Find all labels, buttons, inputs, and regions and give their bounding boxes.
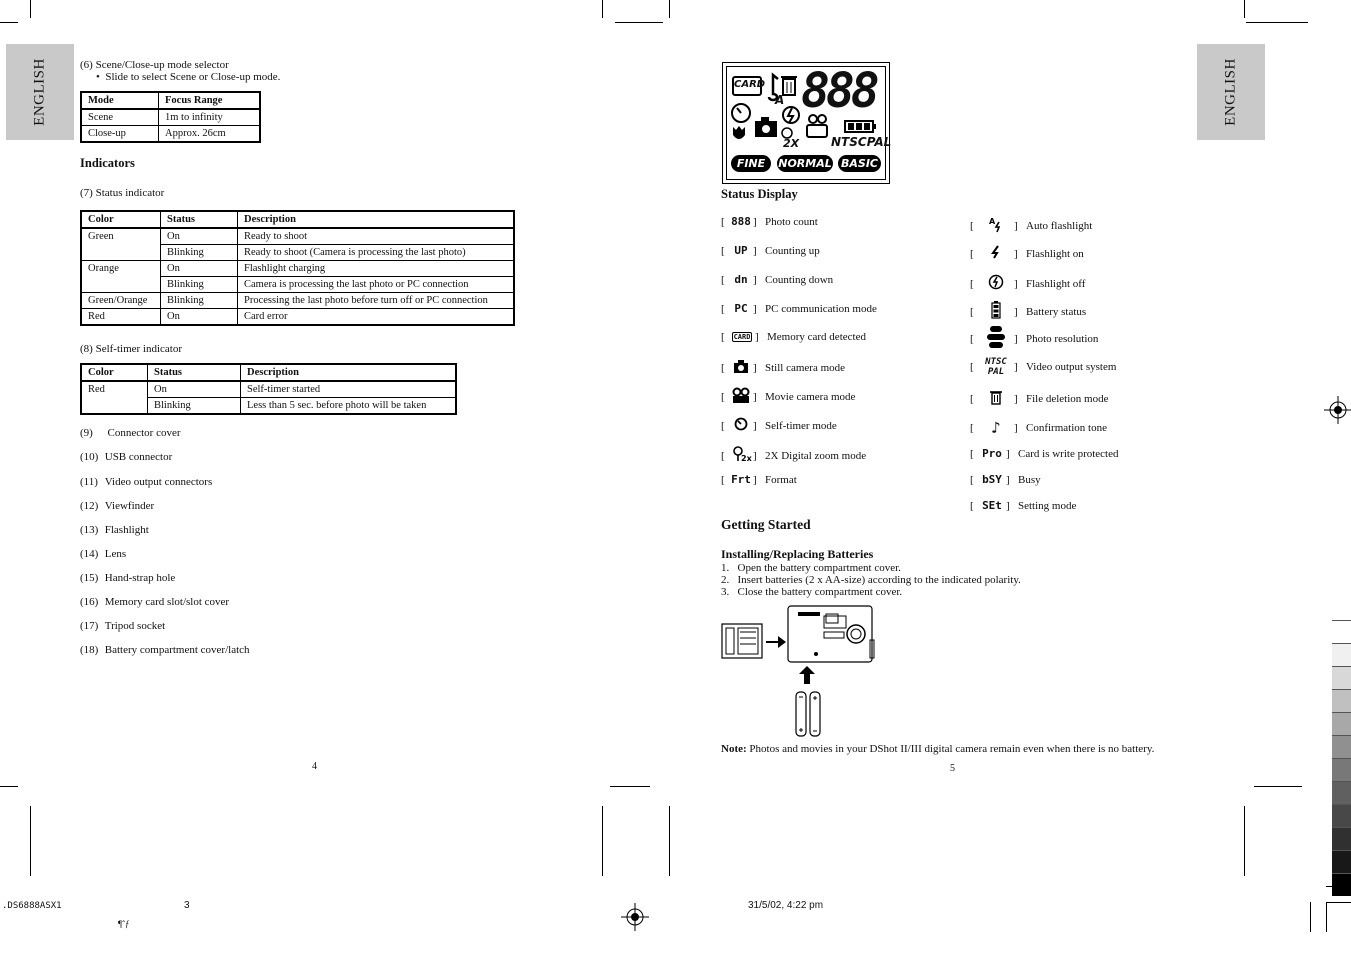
self-timer-table: Color Status Description Red On Self-timer started Blinking Less than 5 sec. before photo will be taken <box>80 363 457 415</box>
busy-icon: bSY <box>982 473 1002 486</box>
battery-installation-illustration <box>720 602 880 740</box>
crop-mark <box>602 0 603 18</box>
crop-mark <box>1244 0 1245 18</box>
flash-on-icon <box>984 245 1008 262</box>
status-item: [ ] Battery status <box>970 301 1086 322</box>
list-item: (11) Video output connectors <box>80 476 213 488</box>
list-item: (12) Viewfinder <box>80 500 155 512</box>
status-item: [ dn ] Counting down <box>721 273 834 286</box>
battery-steps <box>721 562 1021 598</box>
list-item: (16) Memory card slot/slot cover <box>80 596 230 608</box>
lcd-card-label: CARD <box>734 79 766 90</box>
crop-mark <box>1310 902 1311 932</box>
status-item: [ ] Flashlight on <box>970 245 1084 262</box>
battery-icon <box>984 301 1008 322</box>
svg-text:A: A <box>989 217 996 226</box>
format-icon: Frt <box>731 473 751 486</box>
table-row: Green/Orange Blinking Processing the last photo before turn off or PC connection <box>81 293 514 309</box>
resolution-icon <box>984 326 1008 351</box>
status-item: [ Pro ] Card is write protected <box>970 447 1119 460</box>
status-item: [ 2x ] 2X Digital zoom mode <box>721 446 866 465</box>
status-item: [ 888 ] Photo count <box>721 215 818 228</box>
stray-glyphs: ¶ˆƒ <box>118 919 130 929</box>
registration-mark-icon <box>1324 396 1351 424</box>
list-item: 2. Insert batteries (2 x AA-size) according to the indicated polarity. <box>721 574 1021 586</box>
status-item: [ ] Movie camera mode <box>721 388 855 406</box>
counting-up-icon: UP <box>734 244 748 257</box>
table-row: Blinking Camera is processing the last photo or PC connection <box>81 277 514 293</box>
page-number: 4 <box>312 761 317 772</box>
music-note-icon: ♪ <box>991 418 1001 437</box>
language-tab: ENGLISH <box>1197 44 1265 140</box>
crop-mark <box>615 22 663 23</box>
list-item: (10) USB connector <box>80 451 173 463</box>
auto-flash-icon <box>984 216 1008 235</box>
table-row: Green On Ready to shoot <box>81 228 514 245</box>
table-row: Red On Self-timer started <box>81 381 456 398</box>
list-item: (14) Lens <box>80 548 127 560</box>
write-protect-icon: Pro <box>982 447 1002 460</box>
lcd-digits: 888 <box>801 63 876 119</box>
pc-mode-icon: PC <box>734 302 748 315</box>
setting-icon: SEt <box>982 499 1002 512</box>
list-item: (9) Connector cover <box>80 427 181 439</box>
list-item: (15) Hand-strap hole <box>80 572 176 584</box>
scene-bullet: • Slide to select Scene or Close-up mode. <box>96 71 281 83</box>
crop-mark <box>30 0 31 18</box>
counting-down-icon: dn <box>734 273 748 286</box>
lcd-video-system: NTSCPAL <box>831 135 892 149</box>
status-item: [ ] Photo resolution <box>970 326 1098 351</box>
crop-mark <box>610 786 650 787</box>
status-indicator-heading: (7) Status indicator <box>80 187 165 199</box>
table-row: Blinking Ready to shoot (Camera is processing the last photo) <box>81 245 514 261</box>
memory-card-icon: CARD <box>733 333 751 341</box>
sheet-number: 3 <box>184 900 190 911</box>
crop-mark <box>0 22 18 23</box>
self-timer-heading: (8) Self-timer indicator <box>80 343 183 355</box>
crop-mark <box>669 0 670 18</box>
scene-heading: (6) Scene/Close-up mode selector <box>80 59 229 71</box>
table-row: Red On Card error <box>81 309 514 326</box>
status-display-heading: Status Display <box>721 187 798 201</box>
table-row: Blinking Less than 5 sec. before photo will be taken <box>81 398 456 415</box>
status-item: [ A ] Auto flashlight <box>970 216 1092 235</box>
status-indicator-table: Color Status Description Green On Ready to shoot Blinking Ready to shoot (Camera is processing the last photo) Orange On Flashlight charging Blinking Camera is processing the last photo or PC connection Green/Orange Blinking Processing the last photo before turn off or PC connection Red On Card error <box>80 210 515 326</box>
lcd-fine-pill: FINE <box>731 155 771 172</box>
crop-mark <box>669 806 670 876</box>
status-item: [ ♪ ] Confirmation tone <box>970 418 1107 437</box>
table-row: Orange On Flashlight charging <box>81 261 514 277</box>
registration-mark-icon <box>621 903 649 931</box>
status-item: [ ] Self-timer mode <box>721 417 837 434</box>
lcd-panel-illustration <box>722 62 890 184</box>
status-item: [ NTSC PAL ] Video output system <box>970 357 1117 377</box>
battery-note: Note: Photos and movies in your DShot II/III digital camera remain even when there is no battery. <box>721 743 1155 755</box>
list-item: 3. Close the battery compartment cover. <box>721 586 903 598</box>
status-item: [ UP ] Counting up <box>721 244 820 257</box>
crop-mark <box>1326 902 1351 903</box>
camera-icon <box>729 360 753 376</box>
status-item: [ SEt ] Setting mode <box>970 499 1077 512</box>
crop-mark <box>1246 22 1308 23</box>
crop-mark <box>1244 806 1245 876</box>
trash-icon <box>984 389 1008 408</box>
crop-mark <box>0 786 18 787</box>
crop-mark <box>30 806 31 876</box>
file-name-slug: .DS6888ASX1 <box>2 901 62 911</box>
scene-selector-section <box>80 59 280 83</box>
grayscale-strip <box>1332 620 1351 896</box>
photo-count-icon: 888 <box>731 215 751 228</box>
digital-zoom-icon <box>729 446 753 465</box>
focus-range-table: Mode Focus Range Scene 1m to infinity Close-up Approx. 26cm <box>80 91 261 143</box>
status-item: [ Frt ] Format <box>721 473 797 486</box>
lcd-auto-label: A <box>775 93 785 107</box>
date-stamp: 31/5/02, 4:22 pm <box>748 900 824 911</box>
crop-mark <box>1326 902 1327 932</box>
list-item: (13) Flashlight <box>80 524 149 536</box>
self-timer-icon <box>729 417 753 434</box>
crop-mark <box>1254 786 1302 787</box>
status-item: [ CARD ] Memory card detected <box>721 331 866 343</box>
svg-text:2x: 2x <box>741 454 752 463</box>
lcd-zoom-label: 2X <box>783 137 800 150</box>
status-item: [ bSY ] Busy <box>970 473 1041 486</box>
list-item: (17) Tripod socket <box>80 620 166 632</box>
indicators-heading: Indicators <box>80 156 135 170</box>
lcd-basic-pill: BASIC <box>838 155 881 172</box>
list-item: (18) Battery compartment cover/latch <box>80 644 250 656</box>
language-tab: ENGLISH <box>6 44 74 140</box>
status-item: [ ] File deletion mode <box>970 389 1108 408</box>
movie-camera-icon <box>729 388 753 406</box>
crop-mark <box>602 806 603 876</box>
status-item: [ ] Flashlight off <box>970 274 1085 293</box>
getting-started-heading: Getting Started <box>721 517 811 532</box>
list-item: 1. Open the battery compartment cover. <box>721 562 901 574</box>
status-item: [ PC ] PC communication mode <box>721 302 877 315</box>
video-output-icon: NTSC PAL <box>985 357 1007 377</box>
page-number: 5 <box>950 763 955 774</box>
batteries-heading: Installing/Replacing Batteries <box>721 547 874 561</box>
lcd-normal-pill: NORMAL <box>778 157 832 170</box>
status-item: [ ] Still camera mode <box>721 362 846 374</box>
flash-off-icon <box>984 274 1008 293</box>
